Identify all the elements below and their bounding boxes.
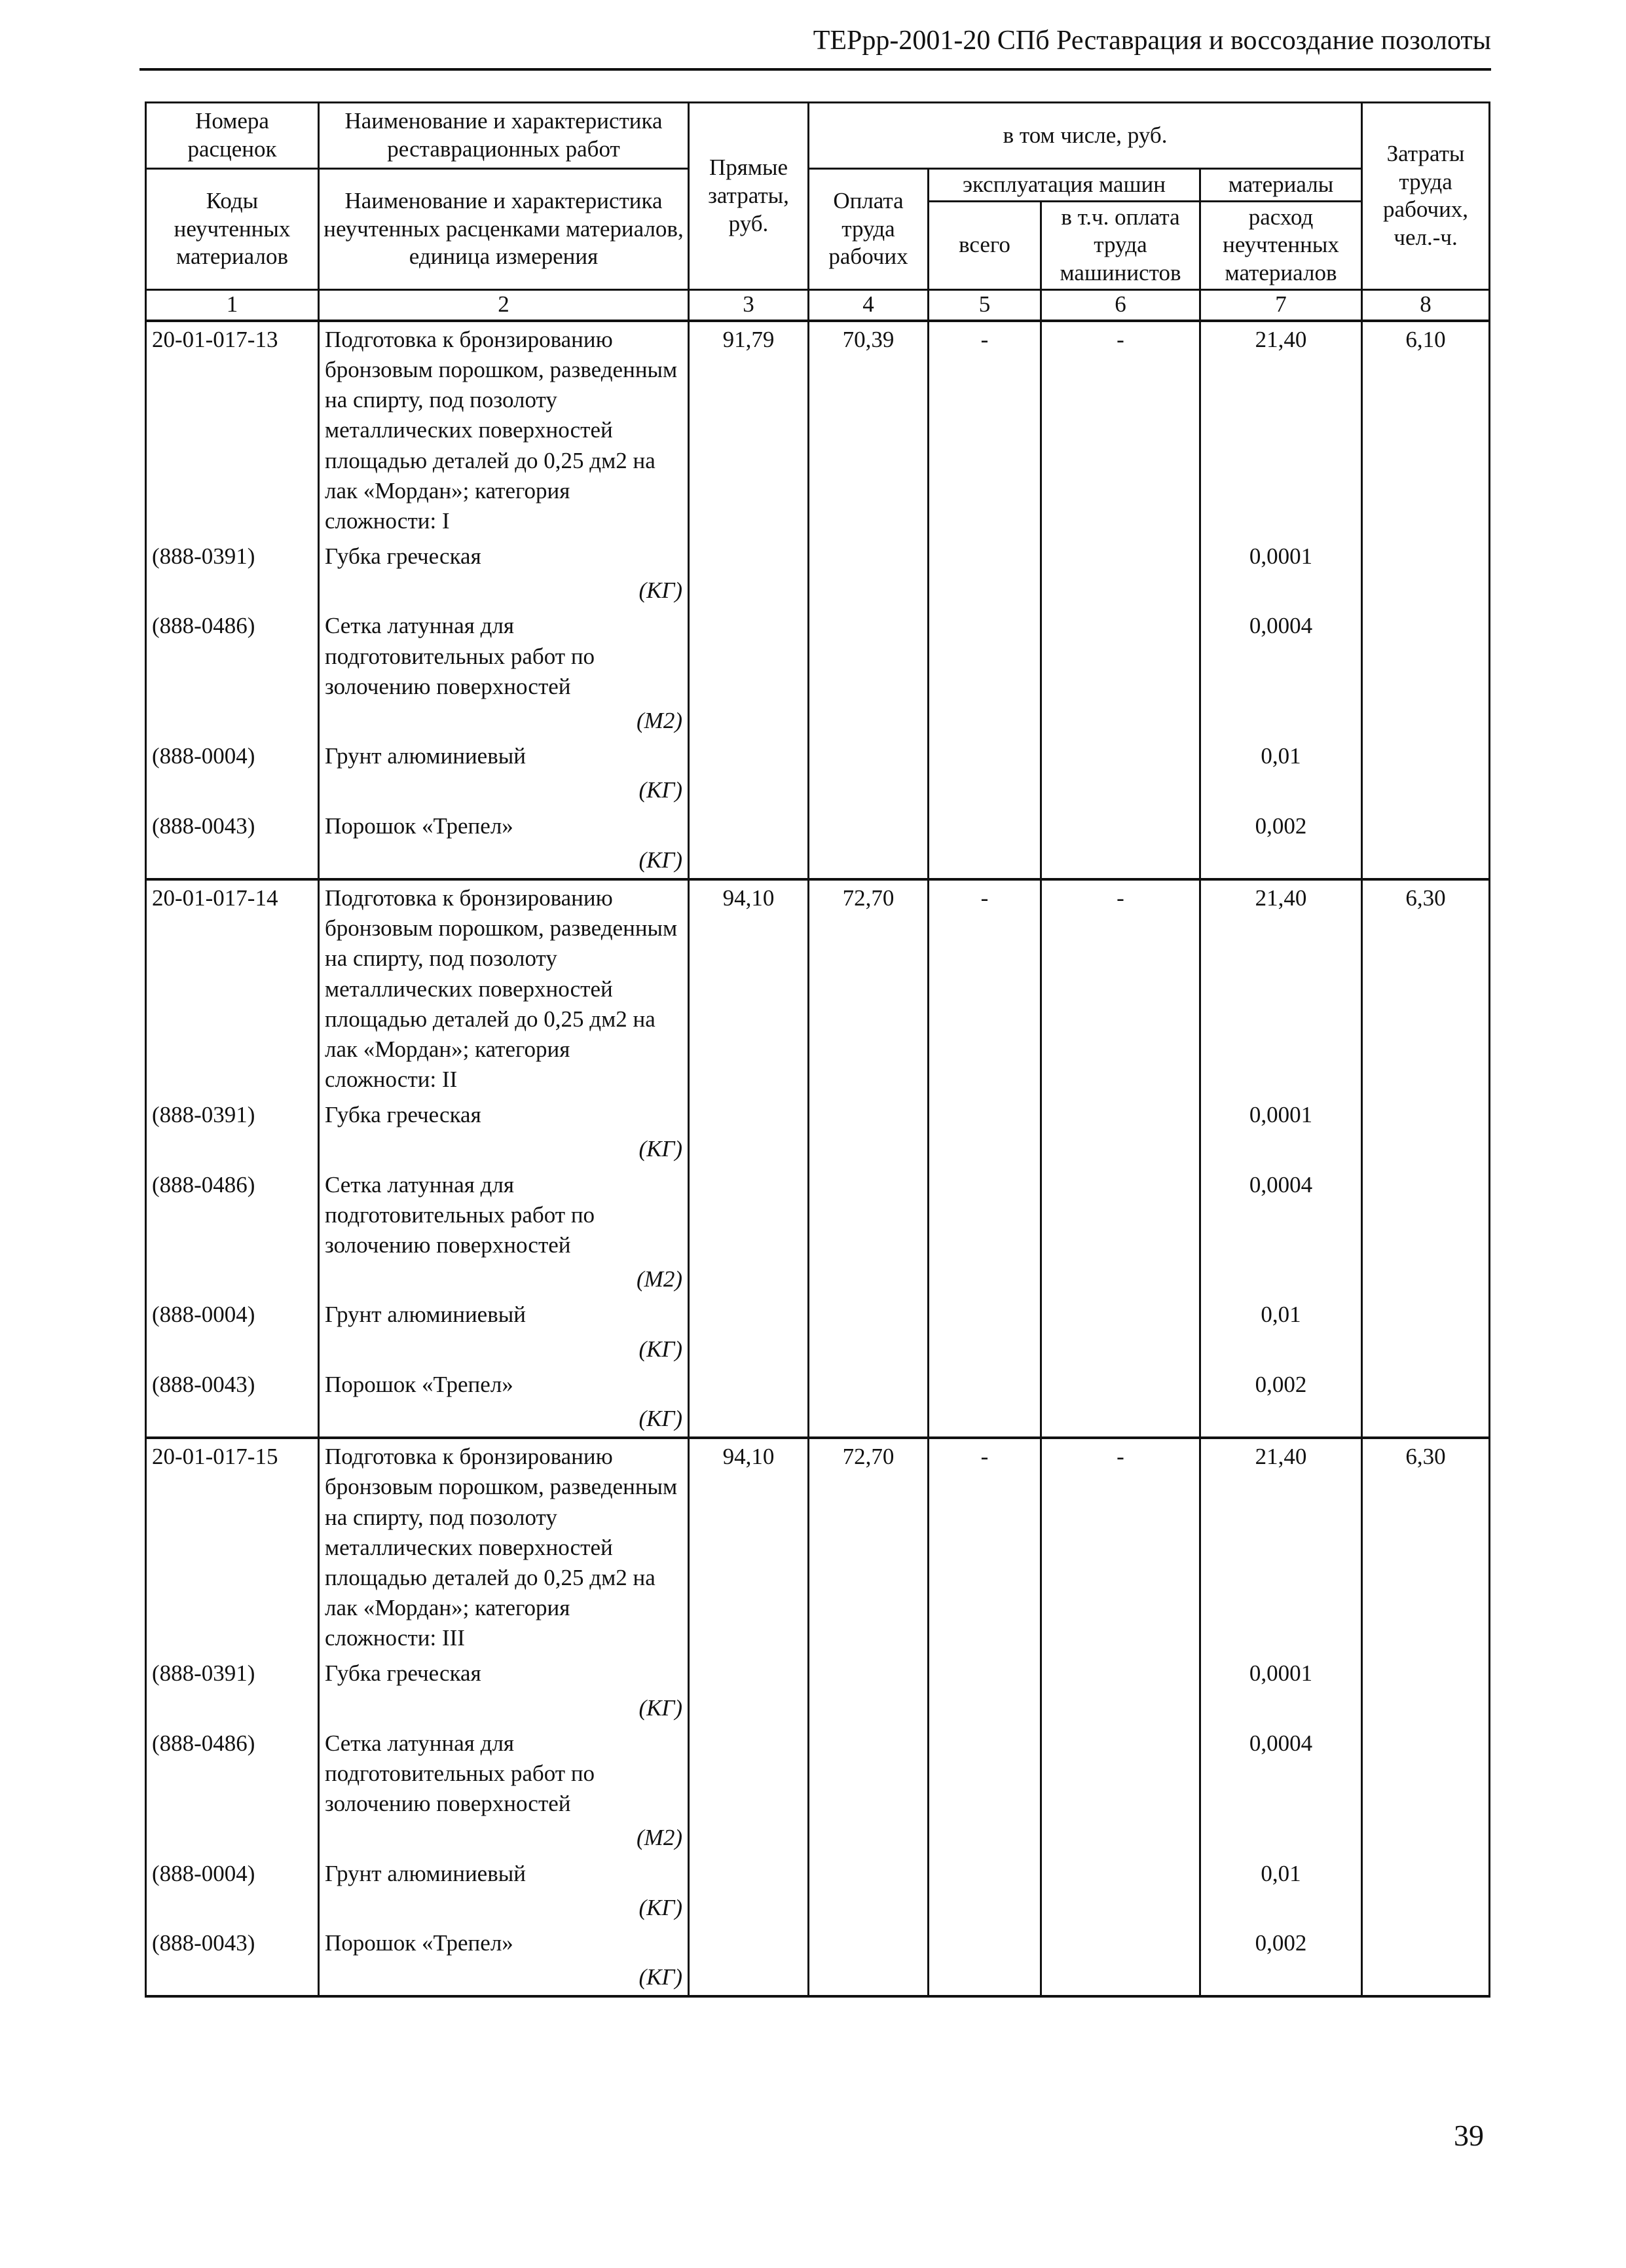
column-number: 8	[1362, 289, 1490, 321]
rate-name: Подготовка к бронзированию бронзовым порошком, разведенным на спирту, под позолоту металлических поверхностей площадью деталей до 0,25 дм2 на лак «Мордан»; категория сложности: III	[319, 1438, 689, 1656]
material-name: Порошок «Трепел»	[325, 1371, 513, 1397]
direct-costs: 91,79	[689, 321, 809, 539]
material-code: (888-0043)	[146, 1367, 319, 1438]
material-code: (888-0004)	[146, 1856, 319, 1926]
material-row	[146, 739, 1490, 808]
column-number: 6	[1041, 289, 1200, 321]
material-unit: (М2)	[637, 708, 682, 733]
material-quantity: 0,0004	[1200, 1726, 1362, 1856]
materials-cost: 21,40	[1200, 879, 1362, 1097]
materials-cost: 21,40	[1200, 321, 1362, 539]
material-unit: (М2)	[637, 1266, 682, 1292]
labor-pay: 72,70	[809, 1438, 929, 1656]
column-numbers-row	[146, 289, 1490, 321]
rate-code: 20-01-017-13	[146, 321, 319, 539]
machines-total: -	[929, 321, 1041, 539]
material-code: (888-0391)	[146, 1097, 319, 1167]
header-materials-group: материалы	[1200, 169, 1362, 202]
rate-code: 20-01-017-15	[146, 1438, 319, 1656]
material-code: (888-0486)	[146, 1726, 319, 1856]
material-row	[146, 1856, 1490, 1926]
material-quantity: 0,01	[1200, 1297, 1362, 1366]
material-row	[146, 1297, 1490, 1366]
material-unit: (М2)	[637, 1825, 682, 1851]
material-name: Сетка латунная для подготовительных работ по золочению поверхностей	[325, 1171, 595, 1258]
material-unit: (КГ)	[638, 577, 682, 604]
column-number: 2	[319, 289, 689, 321]
running-title: ТЕРрр-2001-20 СПб Реставрация и воссоздание позолоты	[813, 26, 1491, 56]
material-code: (888-0486)	[146, 608, 319, 739]
machines-total: -	[929, 1438, 1041, 1656]
rates-table	[145, 101, 1490, 1998]
header-material-codes: Коды неучтенных материалов	[146, 169, 319, 290]
header-including-group: в том числе, руб.	[809, 103, 1362, 169]
material-row	[146, 1367, 1490, 1438]
header-materials-usage: расход неучтенных материалов	[1200, 201, 1362, 289]
header-machines-total: всего	[929, 201, 1041, 289]
material-unit: (КГ)	[638, 777, 682, 803]
header-rule	[139, 68, 1491, 71]
labor-hours: 6,30	[1362, 1438, 1490, 1656]
material-code: (888-0004)	[146, 1297, 319, 1366]
material-quantity: 0,01	[1200, 739, 1362, 808]
rate-block	[146, 879, 1490, 1438]
rate-row	[146, 879, 1490, 1097]
material-code: (888-0043)	[146, 1926, 319, 1996]
material-code: (888-0004)	[146, 739, 319, 808]
material-unit: (КГ)	[638, 1405, 682, 1431]
direct-costs: 94,10	[689, 879, 809, 1097]
rate-block	[146, 1438, 1490, 1996]
machinists-pay: -	[1041, 879, 1200, 1097]
header-labor-pay: Оплата труда рабочих	[809, 169, 929, 290]
material-quantity: 0,0001	[1200, 1656, 1362, 1725]
header-material-name: Наименование и характеристика неучтенных расценками материалов, единица измерения	[319, 169, 689, 290]
material-code: (888-0486)	[146, 1167, 319, 1298]
column-number: 7	[1200, 289, 1362, 321]
material-row	[146, 608, 1490, 739]
labor-pay: 72,70	[809, 879, 929, 1097]
material-quantity: 0,002	[1200, 1367, 1362, 1438]
column-number: 4	[809, 289, 929, 321]
material-quantity: 0,0001	[1200, 539, 1362, 608]
rate-name: Подготовка к бронзированию бронзовым порошком, разведенным на спирту, под позолоту металлических поверхностей площадью деталей до 0,25 дм2 на лак «Мордан»; категория сложности: I	[319, 321, 689, 539]
header-machinists-pay: в т.ч. оплата труда машинистов	[1041, 201, 1200, 289]
material-row	[146, 1656, 1490, 1725]
material-name: Грунт алюминиевый	[325, 1302, 526, 1328]
material-name: Губка греческая	[325, 1102, 481, 1128]
labor-hours: 6,30	[1362, 879, 1490, 1097]
machinists-pay: -	[1041, 1438, 1200, 1656]
material-row	[146, 809, 1490, 879]
column-number: 3	[689, 289, 809, 321]
rate-row	[146, 321, 1490, 539]
page-number: 39	[1454, 2119, 1484, 2152]
header-work-name: Наименование и характеристика реставрационных работ	[319, 103, 689, 169]
header-machines-group: эксплуатация машин	[929, 169, 1200, 202]
material-unit: (КГ)	[638, 1894, 682, 1920]
machinists-pay: -	[1041, 321, 1200, 539]
material-code: (888-0391)	[146, 1656, 319, 1725]
material-row	[146, 1097, 1490, 1167]
material-name: Губка греческая	[325, 543, 481, 570]
material-quantity: 0,002	[1200, 1926, 1362, 1996]
material-row	[146, 539, 1490, 608]
material-quantity: 0,01	[1200, 1856, 1362, 1926]
material-unit: (КГ)	[638, 1136, 682, 1162]
direct-costs: 94,10	[689, 1438, 809, 1656]
material-quantity: 0,0004	[1200, 1167, 1362, 1298]
rate-row	[146, 1438, 1490, 1656]
material-name: Губка греческая	[325, 1660, 481, 1687]
column-number: 1	[146, 289, 319, 321]
rate-code: 20-01-017-14	[146, 879, 319, 1097]
labor-hours: 6,10	[1362, 321, 1490, 539]
machines-total: -	[929, 879, 1041, 1097]
material-quantity: 0,0001	[1200, 1097, 1362, 1167]
material-name: Сетка латунная для подготовительных работ по золочению поверхностей	[325, 1730, 595, 1817]
header-labor-hours: Затраты труда рабочих, чел.-ч.	[1362, 103, 1490, 290]
rate-block	[146, 321, 1490, 879]
material-quantity: 0,0004	[1200, 608, 1362, 739]
material-name: Порошок «Трепел»	[325, 813, 513, 839]
material-row	[146, 1726, 1490, 1856]
header-rate-numbers: Номера расценок	[146, 103, 319, 169]
material-unit: (КГ)	[638, 1336, 682, 1362]
labor-pay: 70,39	[809, 321, 929, 539]
materials-cost: 21,40	[1200, 1438, 1362, 1656]
table-header	[146, 103, 1490, 321]
material-row	[146, 1167, 1490, 1298]
material-quantity: 0,002	[1200, 809, 1362, 879]
material-name: Сетка латунная для подготовительных работ по золочению поверхностей	[325, 613, 595, 699]
material-unit: (КГ)	[638, 847, 682, 873]
material-code: (888-0043)	[146, 809, 319, 879]
column-number: 5	[929, 289, 1041, 321]
header-direct-costs: Прямые затраты, руб.	[689, 103, 809, 290]
material-name: Грунт алюминиевый	[325, 1860, 526, 1886]
material-code: (888-0391)	[146, 539, 319, 608]
material-row	[146, 1926, 1490, 1996]
material-unit: (КГ)	[638, 1694, 682, 1721]
material-name: Грунт алюминиевый	[325, 743, 526, 769]
material-name: Порошок «Трепел»	[325, 1930, 513, 1956]
material-unit: (КГ)	[638, 1964, 682, 1990]
rate-name: Подготовка к бронзированию бронзовым порошком, разведенным на спирту, под позолоту металлических поверхностей площадью деталей до 0,25 дм2 на лак «Мордан»; категория сложности: II	[319, 879, 689, 1097]
